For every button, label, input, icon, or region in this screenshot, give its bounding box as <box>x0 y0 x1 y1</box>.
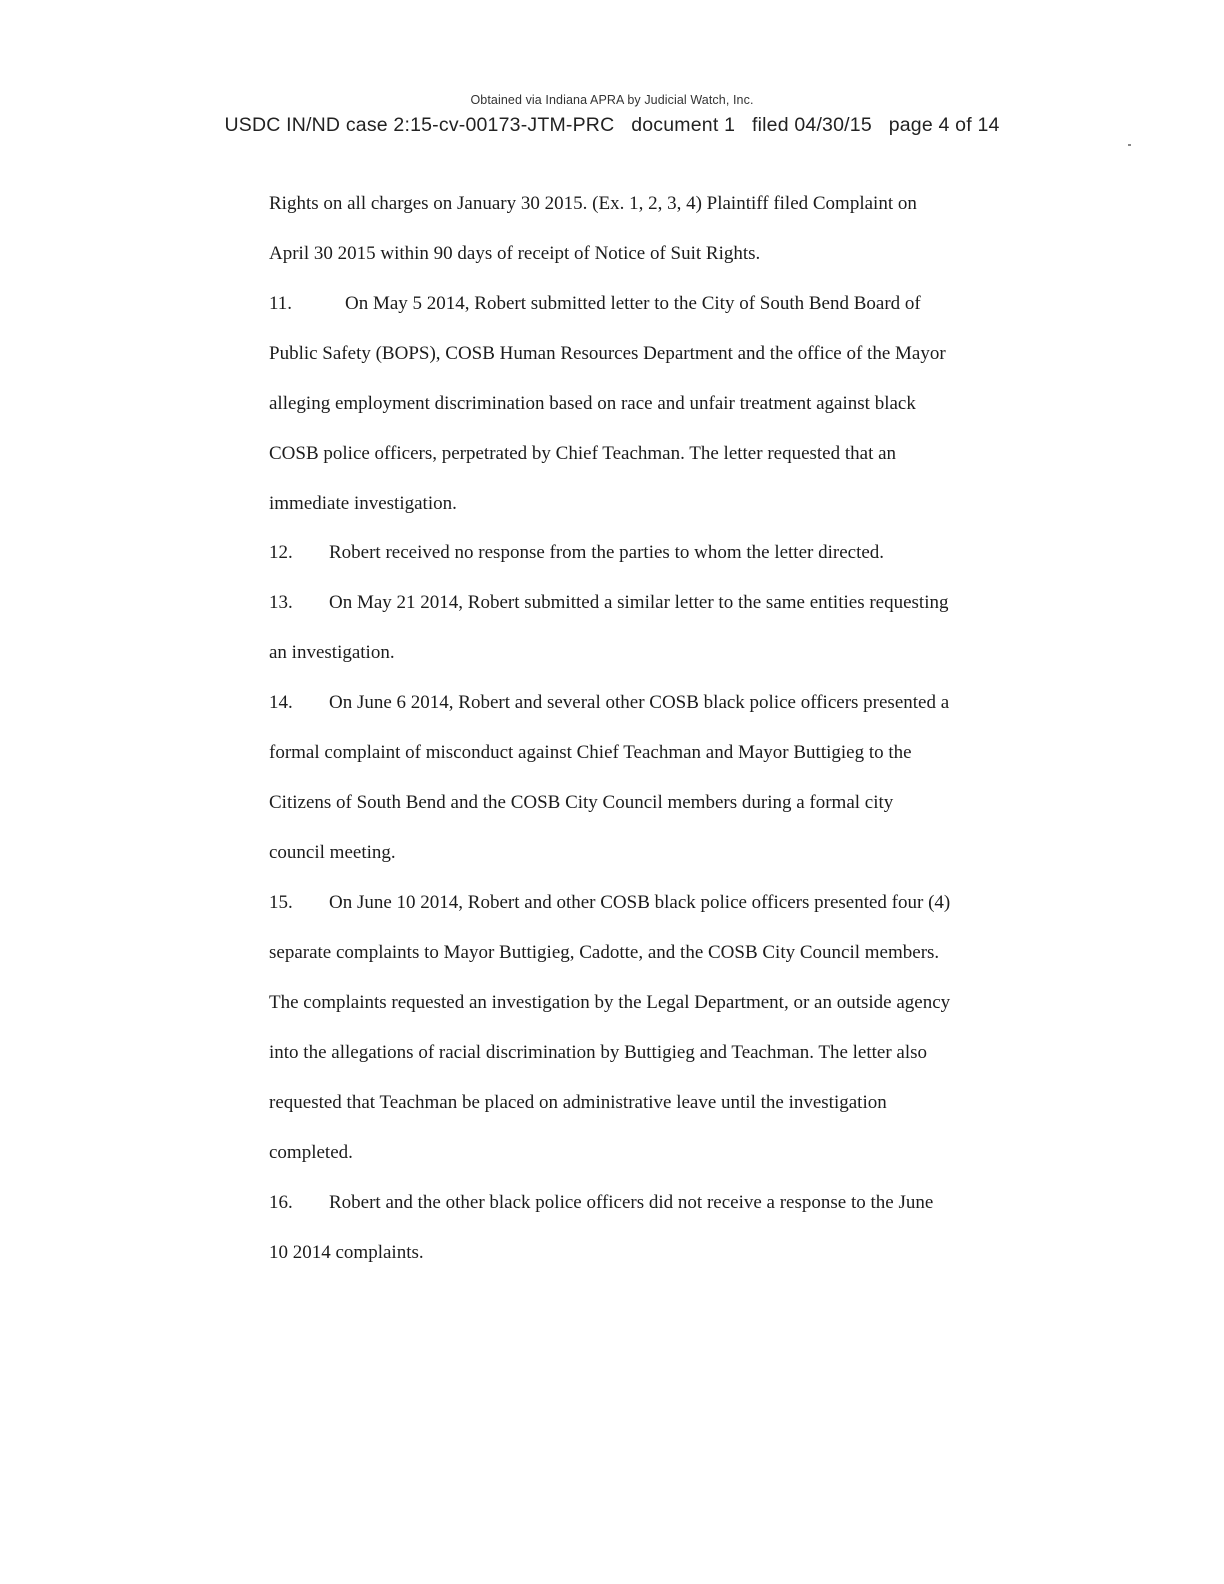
paragraph-number: 13. <box>269 592 293 613</box>
body-line <box>269 1142 353 1164</box>
body-line-text: formal complaint of misconduct against Chief Teachman and Mayor Buttigieg to the <box>269 742 912 763</box>
body-line <box>269 1242 424 1264</box>
body-line-text: immediate investigation. <box>269 493 457 514</box>
paragraph-number: 11. <box>269 293 293 314</box>
paragraph-11-first-line <box>269 293 921 315</box>
paragraph-13-first-line <box>269 592 949 614</box>
body-line <box>269 393 916 415</box>
body-line-text: Public Safety (BOPS), COSB Human Resources Department and the office of the Mayor <box>269 343 946 364</box>
body-line <box>269 243 760 265</box>
body-line-text: an investigation. <box>269 642 395 663</box>
body-line <box>269 1042 927 1064</box>
paragraph-12-first-line <box>269 542 884 564</box>
body-line <box>269 992 950 1014</box>
body-line-text: On June 6 2014, Robert and several other COSB black police officers presented a <box>329 692 950 713</box>
body-line-text: alleging employment discrimination based on race and unfair treatment against black <box>269 393 916 414</box>
body-line <box>269 493 457 515</box>
paragraph-16-first-line <box>269 1192 933 1214</box>
body-line-text: Robert received no response from the parties to whom the letter directed. <box>329 542 885 563</box>
body-line-text: On June 10 2014, Robert and other COSB black police officers presented four (4) <box>329 892 951 913</box>
scan-speck <box>1128 144 1131 146</box>
watermark-text: Obtained via Indiana APRA by Judicial Watch, Inc. <box>470 93 754 107</box>
body-line-text: On May 5 2014, Robert submitted letter to the City of South Bend Board of <box>345 293 921 314</box>
paragraph-15-first-line <box>269 892 950 914</box>
paragraph-number: 16. <box>269 1192 293 1213</box>
body-line <box>269 1092 887 1114</box>
body-line-text: separate complaints to Mayor Buttigieg, Cadotte, and the COSB City Council members. <box>269 942 940 963</box>
paragraph-number: 15. <box>269 892 293 913</box>
body-line-text: 10 2014 complaints. <box>269 1242 424 1263</box>
body-line-text: April 30 2015 within 90 days of receipt of Notice of Suit Rights. <box>269 243 761 264</box>
body-line <box>269 642 395 664</box>
body-line-text: COSB police officers, perpetrated by Chief Teachman. The letter requested that an <box>269 443 897 464</box>
body-line-text: requested that Teachman be placed on administrative leave until the investigation <box>269 1092 887 1113</box>
paragraph-number: 12. <box>269 542 293 563</box>
paragraph-number: 14. <box>269 692 293 713</box>
body-line-text: The complaints requested an investigation by the Legal Department, or an outside agency <box>269 992 951 1013</box>
body-line <box>269 443 896 465</box>
body-line <box>269 343 946 365</box>
body-line-text: Rights on all charges on January 30 2015. (Ex. 1, 2, 3, 4) Plaintiff filed Complaint on <box>269 193 917 214</box>
body-line-text: Citizens of South Bend and the COSB City Council members during a formal city <box>269 792 894 813</box>
body-line <box>269 942 939 964</box>
body-line <box>269 842 396 864</box>
body-line-text: council meeting. <box>269 842 396 863</box>
body-line-text: into the allegations of racial discrimination by Buttigieg and Teachman. The letter also <box>269 1042 928 1063</box>
body-line <box>269 742 912 764</box>
body-line <box>269 792 893 814</box>
body-line-text: Robert and the other black police officers did not receive a response to the June <box>329 1192 934 1213</box>
body-line-text: On May 21 2014, Robert submitted a similar letter to the same entities requesting <box>329 592 949 613</box>
body-line-text: completed. <box>269 1142 353 1163</box>
case-header: USDC IN/ND case 2:15-cv-00173-JTM-PRC document 1 filed 04/30/15 page 4 of 14 <box>224 114 1000 136</box>
paragraph-14-first-line <box>269 692 949 714</box>
body-line <box>269 193 917 215</box>
